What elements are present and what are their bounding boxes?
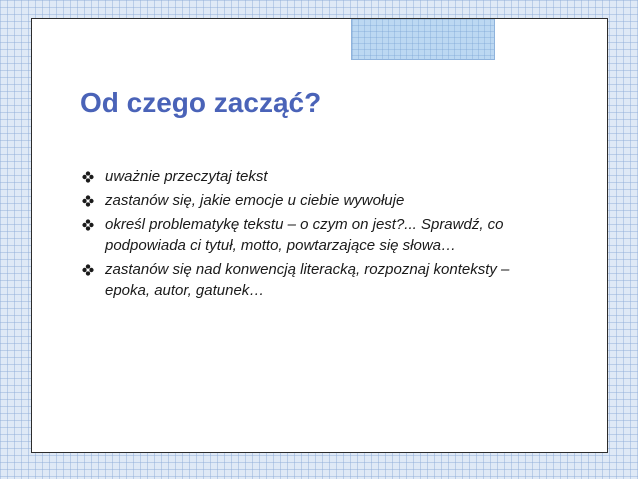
bullet-list	[81, 166, 551, 304]
slide-title: Od czego zacząć?	[80, 87, 322, 118]
bullet-text: uważnie przeczytaj tekst	[105, 168, 268, 185]
bullet-item	[81, 166, 551, 187]
bullet-text: zastanów się nad konwencją literacką, rozpoznaj konteksty – epoka, autor, gatunek…	[105, 261, 510, 299]
flower-bullet-icon	[82, 171, 94, 183]
bullet-item	[81, 190, 551, 211]
bullet-item	[81, 214, 551, 256]
bullet-text: określ problematykę tekstu – o czym on jest?... Sprawdź, co podpowiada ci tytuł, motto, powtarzające się słowa…	[105, 216, 504, 254]
flower-bullet-icon	[82, 264, 94, 276]
decorative-tab	[351, 19, 495, 60]
flower-bullet-icon	[82, 219, 94, 231]
bullet-text: zastanów się, jakie emocje u ciebie wywołuje	[105, 192, 405, 209]
flower-bullet-icon	[82, 195, 94, 207]
bullet-item	[81, 259, 551, 301]
